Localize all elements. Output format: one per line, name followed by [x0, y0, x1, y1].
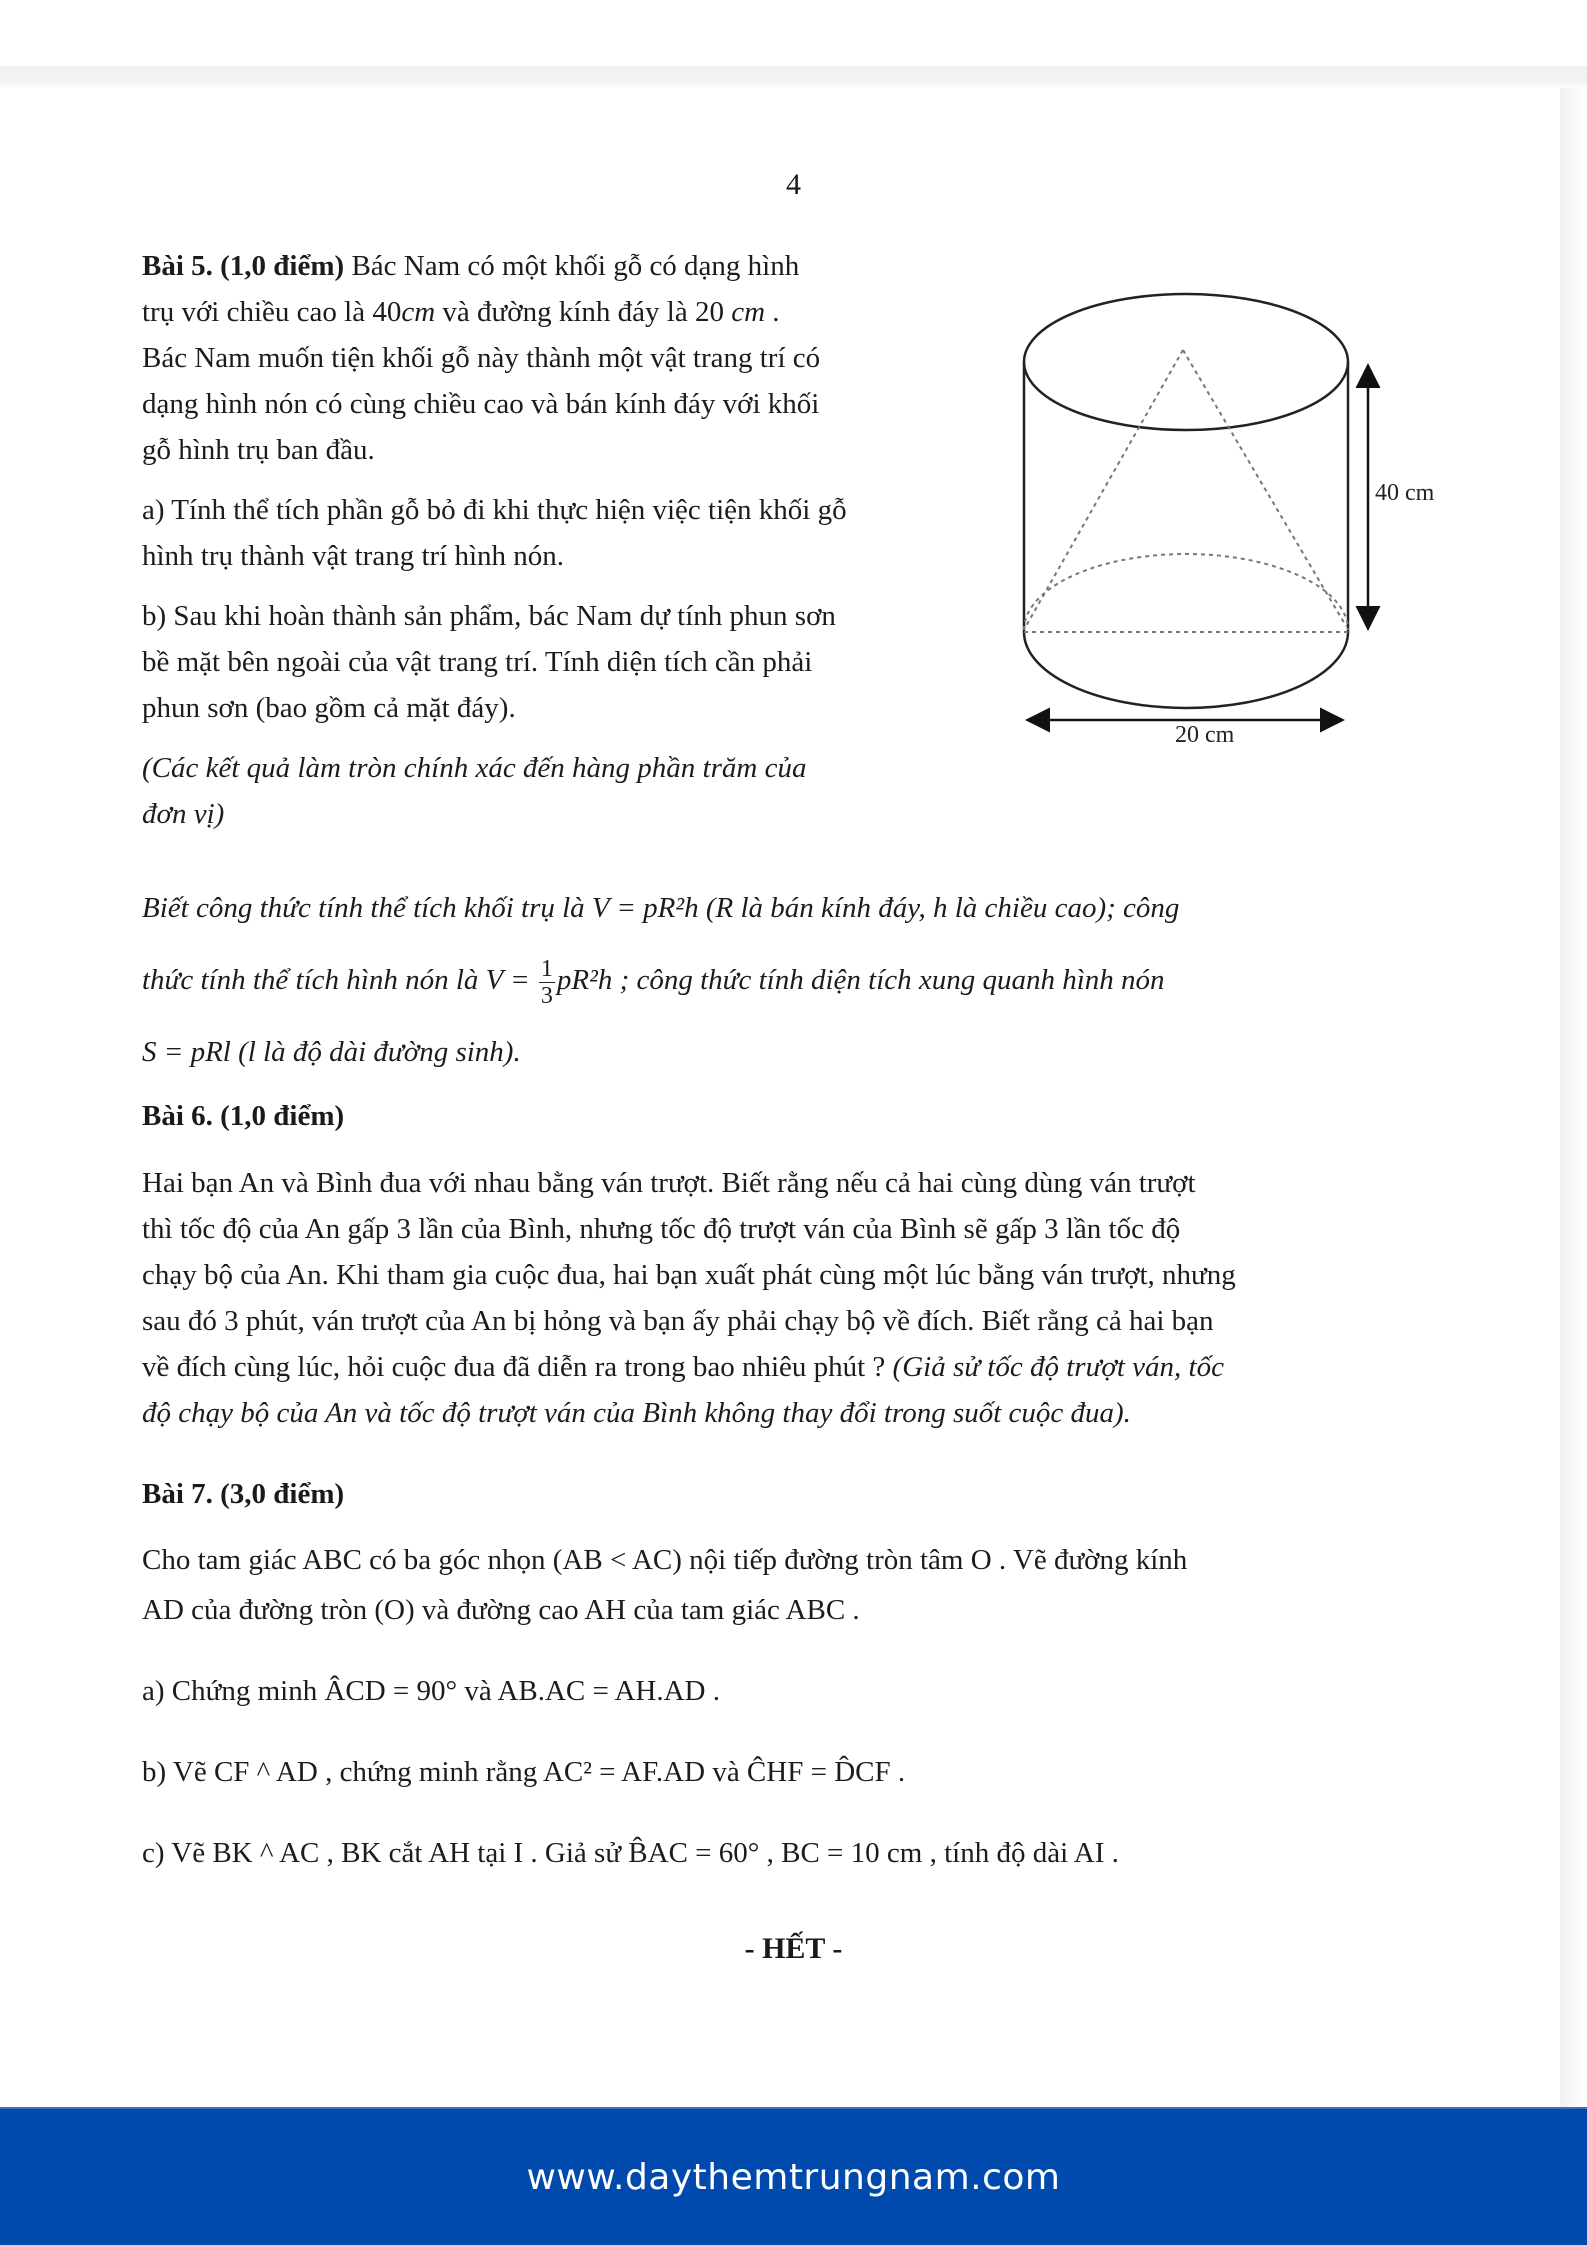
- website-link[interactable]: www.daythemtrungnam.com: [526, 2156, 1061, 2198]
- top-margin: [0, 0, 1587, 66]
- formula-line-3: S = pRl (l là độ dài đường sinh).: [142, 1036, 521, 1068]
- bai5-rounding-note-1: (Các kết quả làm tròn chính xác đến hàng phần trăm của: [142, 752, 807, 784]
- bai7-line-2: AD của đường tròn (O) và đường cao AH của tam giác ABC .: [142, 1594, 860, 1626]
- bai5-rounding-note-2: đơn vị): [142, 798, 225, 830]
- bai6-line-6: độ chạy bộ của An và tốc độ trượt ván của Bình không thay đổi trong suốt cuộc đua).: [142, 1397, 1131, 1429]
- formula-line-1: Biết công thức tính thể tích khối trụ là V = pR²h (R là bán kính đáy, h là chiều cao); công: [142, 892, 1180, 924]
- bai5-part-a-line-1: a) Tính thể tích phần gỗ bỏ đi khi thực hiện việc tiện khối gỗ: [142, 494, 847, 526]
- bai5-section: [142, 243, 1002, 837]
- bai6-line-5: về đích cùng lúc, hỏi cuộc đua đã diễn ra trong bao nhiêu phút ? (Giả sử tốc độ trượt ván, tốc: [142, 1351, 1224, 1383]
- bai5-line-2: trụ với chiều cao là 40cm và đường kính đáy là 20 cm .: [142, 296, 780, 328]
- bai5-part-a-line-2: hình trụ thành vật trang trí hình nón.: [142, 540, 565, 572]
- bai7-section: [142, 1537, 1452, 1637]
- bai6-title: Bài 6. (1,0 điểm): [142, 1100, 345, 1132]
- bai6-line-2: thì tốc độ của An gấp 3 lần của Bình, nhưng tốc độ trượt ván của Bình sẽ gấp 3 lần tốc độ: [142, 1213, 1181, 1245]
- bai5-title: Bài 5. (1,0 điểm): [142, 250, 345, 282]
- page-top-shadow: [0, 66, 1587, 88]
- cylinder-cone-diagram-icon: [1000, 290, 1470, 770]
- bai5-line-4: dạng hình nón có cùng chiều cao và bán kính đáy với khối: [142, 388, 820, 420]
- bai6-line-1: Hai bạn An và Bình đua với nhau bằng ván trượt. Biết rằng nếu cả hai cùng dùng ván trượt: [142, 1167, 1196, 1199]
- page-right-edge: [1560, 88, 1587, 2108]
- height-label: 40 cm: [1375, 480, 1435, 506]
- footer-banner: [0, 2107, 1587, 2245]
- bai7-title: Bài 7. (3,0 điểm): [142, 1478, 345, 1510]
- bai5-part-b-line-2: bề mặt bên ngoài của vật trang trí. Tính diện tích cần phải: [142, 646, 813, 678]
- diameter-label: 20 cm: [1175, 722, 1235, 748]
- formula-line-2: thức tính thể tích hình nón là V = $\frac{1}{3}$ pR²h ; công thức tính diện tích xung quanh hình nón: [142, 955, 1165, 1009]
- bai5-part-b-line-3: phun sơn (bao gồm cả mặt đáy).: [142, 692, 516, 724]
- bai7-part-b: b) Vẽ CF ^ AD , chứng minh rằng AC² = AF.AD và ĈHF = D̂CF .: [142, 1756, 906, 1788]
- bai6-section: [142, 1160, 1452, 1436]
- end-mark: - HẾT -: [744, 1932, 843, 1965]
- bai5-line-5: gỗ hình trụ ban đầu.: [142, 434, 375, 466]
- bai7-parts: [142, 1668, 1452, 1911]
- page-number: 4: [786, 168, 801, 201]
- one-third-fraction: $\frac{1}{3}$: [540, 955, 553, 1009]
- bai5-part-b-line-1: b) Sau khi hoàn thành sản phẩm, bác Nam dự tính phun sơn: [142, 600, 836, 632]
- bai6-line-3: chạy bộ của An. Khi tham gia cuộc đua, hai bạn xuất phát cùng một lúc bằng ván trượt, nhưng: [142, 1259, 1236, 1291]
- cylinder-cone-figure: [1000, 290, 1470, 770]
- formula-block: [142, 872, 1452, 1088]
- bai5-line-1: Bài 5. (1,0 điểm) Bác Nam có một khối gỗ có dạng hình: [142, 250, 800, 282]
- bai7-part-a: a) Chứng minh ÂCD = 90° và AB.AC = AH.AD .: [142, 1675, 721, 1707]
- bai7-part-c: c) Vẽ BK ^ AC , BK cắt AH tại I . Giả sử B̂AC = 60° , BC = 10 cm , tính độ dài AI .: [142, 1837, 1119, 1869]
- bai6-line-4: sau đó 3 phút, ván trượt của An bị hỏng và bạn ấy phải chạy bộ về đích. Biết rằng cả hai bạn: [142, 1305, 1214, 1337]
- bai5-line-3: Bác Nam muốn tiện khối gỗ này thành một vật trang trí có: [142, 342, 821, 374]
- bai7-line-1: Cho tam giác ABC có ba góc nhọn (AB < AC) nội tiếp đường tròn tâm O . Vẽ đường kính: [142, 1544, 1188, 1576]
